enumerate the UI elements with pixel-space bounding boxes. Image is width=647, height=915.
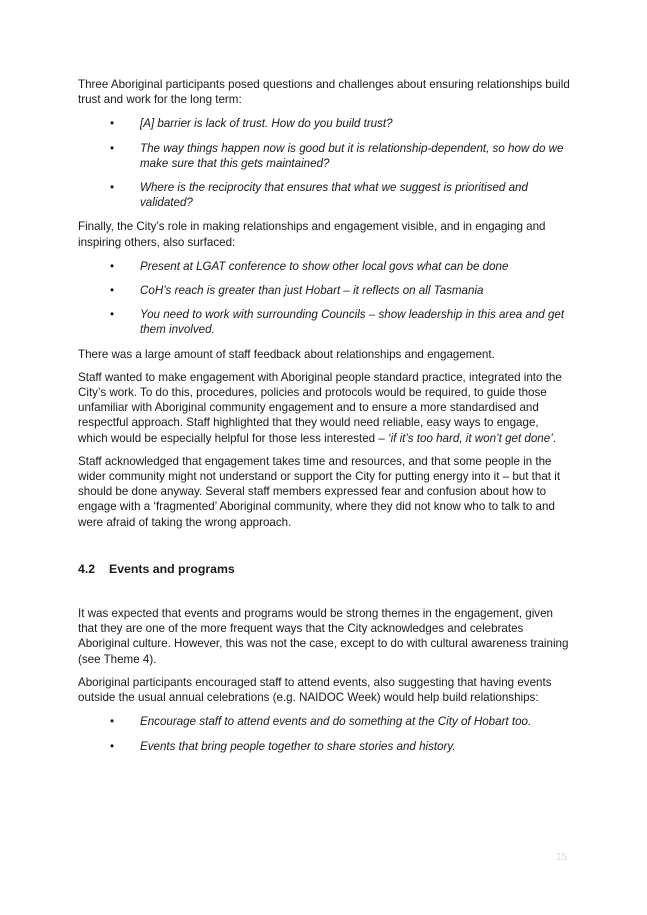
bullet-icon: • xyxy=(110,181,115,195)
list-item: • Encourage staff to attend events and do something at the City of Hobart too. xyxy=(110,715,532,729)
list-item: • Where is the reciprocity that ensures that what we suggest is prioritised and validated? xyxy=(110,181,528,210)
list-item: • The way things happen now is good but it is relationship-dependent, so how do we make sure that this gets maintained? xyxy=(110,141,564,170)
list-item: • You need to work with surrounding Councils – show leadership in this area and get them involved. xyxy=(110,308,565,337)
inline-quote: ‘if it’s too hard, it won’t get done’ xyxy=(388,431,553,445)
paragraph: Aboriginal participants encouraged staff to attend events, also suggesting that having events outside the usual annual celebrations (e.g. NAIDOC Week) would help build relationships: xyxy=(78,675,552,705)
paragraph: Staff wanted to make engagement with Aboriginal people standard practice, integrated into the City’s work. To do this, procedures, policies and protocols would be required, to guide those unfamiliar with Aboriginal community engagement and to ensure a more standardised and respectful approach. Staff highlighted that they would need reliable, easy ways to engage, which would be especially helpful for those less interested – ‘if it’s too hard, it won’t get done’. xyxy=(78,370,562,445)
paragraph: Finally, the City’s role in making relationships and engagement visible, and in engaging and inspiring others, also surfaced: xyxy=(78,220,546,249)
section-heading xyxy=(78,562,570,577)
paragraph: Three Aboriginal participants posed questions and challenges about ensuring relationships build trust and work for the long term: xyxy=(78,78,570,107)
bullet-icon: • xyxy=(110,739,115,753)
section-number: 4.2 xyxy=(78,561,96,576)
list-item: • CoH’s reach is greater than just Hobart – it reflects on all Tasmania xyxy=(110,284,484,298)
page-content xyxy=(78,77,570,763)
bullet-icon: • xyxy=(110,715,115,729)
bullet-icon: • xyxy=(110,259,115,273)
paragraph: It was expected that events and programs would be strong themes in the engagement, given that they are one of the more frequent ways that the City acknowledges and celebrates Aboriginal culture. However, this was not the case, except to do with cultural awareness training (see Theme 4). xyxy=(78,607,569,666)
paragraph: There was a large amount of staff feedback about relationships and engagement. xyxy=(78,347,495,361)
paragraph: Staff acknowledged that engagement takes time and resources, and that some people in the wider community might not understand or support the City for putting energy into it – but that it should be done anyway. Several staff members expressed fear and confusion about how to engage with a ‘fragmented’ Aboriginal community, where they did not know who to talk to and were afraid of taking the wrong approach. xyxy=(78,454,561,529)
bullet-icon: • xyxy=(110,308,115,322)
list-item: • Present at LGAT conference to show other local govs what can be done xyxy=(110,259,509,273)
quote-list-visibility xyxy=(78,259,570,338)
list-item: • Events that bring people together to share stories and history. xyxy=(110,739,456,753)
quote-list-events xyxy=(78,714,570,753)
page-number: 15 xyxy=(556,852,568,863)
bullet-icon: • xyxy=(110,141,115,155)
quote-list-trust xyxy=(78,116,570,210)
bullet-icon: • xyxy=(110,284,115,298)
bullet-icon: • xyxy=(110,117,115,131)
list-item: • [A] barrier is lack of trust. How do you build trust? xyxy=(110,117,393,131)
section-title: Events and programs xyxy=(109,561,235,576)
